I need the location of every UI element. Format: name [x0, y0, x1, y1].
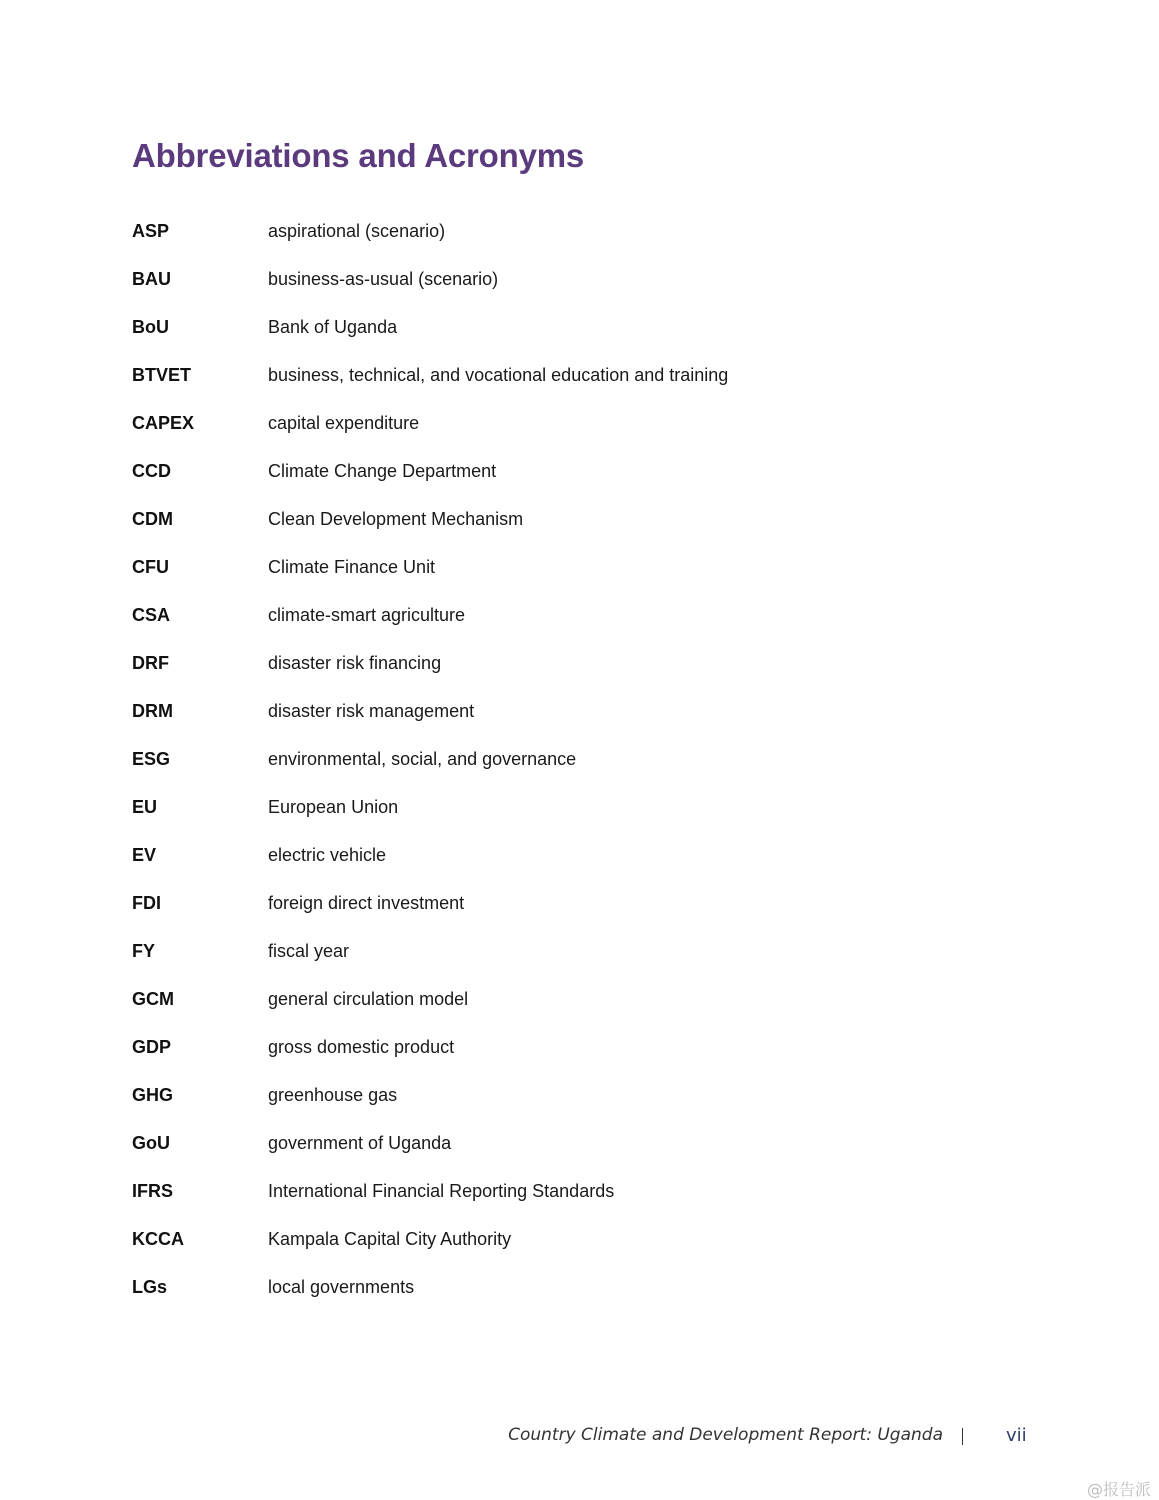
footer-page-number: vii: [1006, 1425, 1027, 1446]
abbreviation-row: [132, 351, 1032, 399]
abbreviation-list: [132, 207, 1032, 1311]
abbreviation-term: DRM: [132, 700, 173, 721]
abbreviation-term: CSA: [132, 604, 171, 625]
abbreviation-definition: business-as-usual (scenario): [268, 268, 499, 289]
abbreviation-definition: Kampala Capital City Authority: [268, 1228, 512, 1249]
page-title: Abbreviations and Acronyms: [132, 137, 585, 174]
abbreviation-definition: general circulation model: [268, 988, 469, 1009]
abbreviation-row: [132, 687, 1032, 735]
abbreviation-term: BTVET: [132, 364, 192, 385]
abbreviation-term: CDM: [132, 508, 173, 529]
abbreviation-definition: Bank of Uganda: [268, 316, 398, 337]
abbreviation-definition: disaster risk management: [268, 700, 475, 721]
abbreviation-term: FY: [132, 940, 156, 961]
abbreviation-term: FDI: [132, 892, 161, 913]
abbreviation-row: [132, 1023, 1032, 1071]
abbreviation-row: [132, 783, 1032, 831]
abbreviation-definition: government of Uganda: [268, 1132, 452, 1153]
abbreviation-definition: greenhouse gas: [268, 1084, 398, 1105]
abbreviation-row: [132, 975, 1032, 1023]
footer-divider: [962, 1428, 963, 1445]
abbreviation-row: [132, 735, 1032, 783]
abbreviation-term: GoU: [132, 1132, 170, 1153]
abbreviation-row: [132, 1071, 1032, 1119]
abbreviation-term: EU: [132, 796, 158, 817]
abbreviation-definition: environmental, social, and governance: [268, 748, 577, 769]
footer-report-title: Country Climate and Development Report: Uganda: [508, 1425, 943, 1445]
abbreviation-row: [132, 831, 1032, 879]
abbreviation-term: DRF: [132, 652, 169, 673]
abbreviation-row: [132, 495, 1032, 543]
abbreviation-term: EV: [132, 844, 157, 865]
abbreviation-row: [132, 447, 1032, 495]
abbreviation-term: IFRS: [132, 1180, 174, 1201]
abbreviation-definition: Clean Development Mechanism: [268, 508, 524, 529]
abbreviation-definition: aspirational (scenario): [268, 220, 446, 241]
abbreviation-row: [132, 255, 1032, 303]
abbreviation-row: [132, 879, 1032, 927]
abbreviation-term: CAPEX: [132, 412, 195, 433]
abbreviation-definition: European Union: [268, 796, 399, 817]
abbreviation-row: [132, 927, 1032, 975]
abbreviation-row: [132, 543, 1032, 591]
abbreviation-definition: fiscal year: [268, 940, 350, 961]
abbreviation-definition: disaster risk financing: [268, 652, 442, 673]
abbreviation-definition: capital expenditure: [268, 412, 420, 433]
abbreviation-term: BAU: [132, 268, 171, 289]
abbreviation-term: GHG: [132, 1084, 174, 1105]
abbreviation-definition: electric vehicle: [268, 844, 387, 865]
abbreviation-definition: Climate Finance Unit: [268, 556, 436, 577]
abbreviation-row: [132, 1215, 1032, 1263]
abbreviation-definition: business, technical, and vocational education and training: [268, 364, 729, 385]
abbreviation-row: [132, 399, 1032, 447]
abbreviation-term: CCD: [132, 460, 171, 481]
abbreviation-term: BoU: [132, 316, 169, 337]
abbreviation-term: CFU: [132, 556, 169, 577]
abbreviation-row: [132, 207, 1032, 255]
page-footer: [0, 1422, 1159, 1452]
abbreviation-term: ASP: [132, 220, 170, 241]
abbreviation-row: [132, 1119, 1032, 1167]
abbreviation-definition: International Financial Reporting Standards: [268, 1180, 615, 1201]
watermark: @报告派: [1086, 1480, 1151, 1499]
abbreviation-row: [132, 639, 1032, 687]
abbreviation-row: [132, 591, 1032, 639]
abbreviation-definition: foreign direct investment: [268, 892, 465, 913]
abbreviation-definition: gross domestic product: [268, 1036, 455, 1057]
abbreviation-term: GDP: [132, 1036, 172, 1057]
abbreviation-row: [132, 1167, 1032, 1215]
abbreviation-row: [132, 1263, 1032, 1311]
abbreviation-definition: Climate Change Department: [268, 460, 497, 481]
abbreviation-row: [132, 303, 1032, 351]
abbreviation-term: LGs: [132, 1276, 168, 1297]
abbreviation-term: ESG: [132, 748, 171, 769]
abbreviation-term: KCCA: [132, 1228, 184, 1249]
abbreviation-definition: local governments: [268, 1276, 415, 1297]
abbreviation-term: GCM: [132, 988, 174, 1009]
abbreviation-definition: climate-smart agriculture: [268, 604, 466, 625]
